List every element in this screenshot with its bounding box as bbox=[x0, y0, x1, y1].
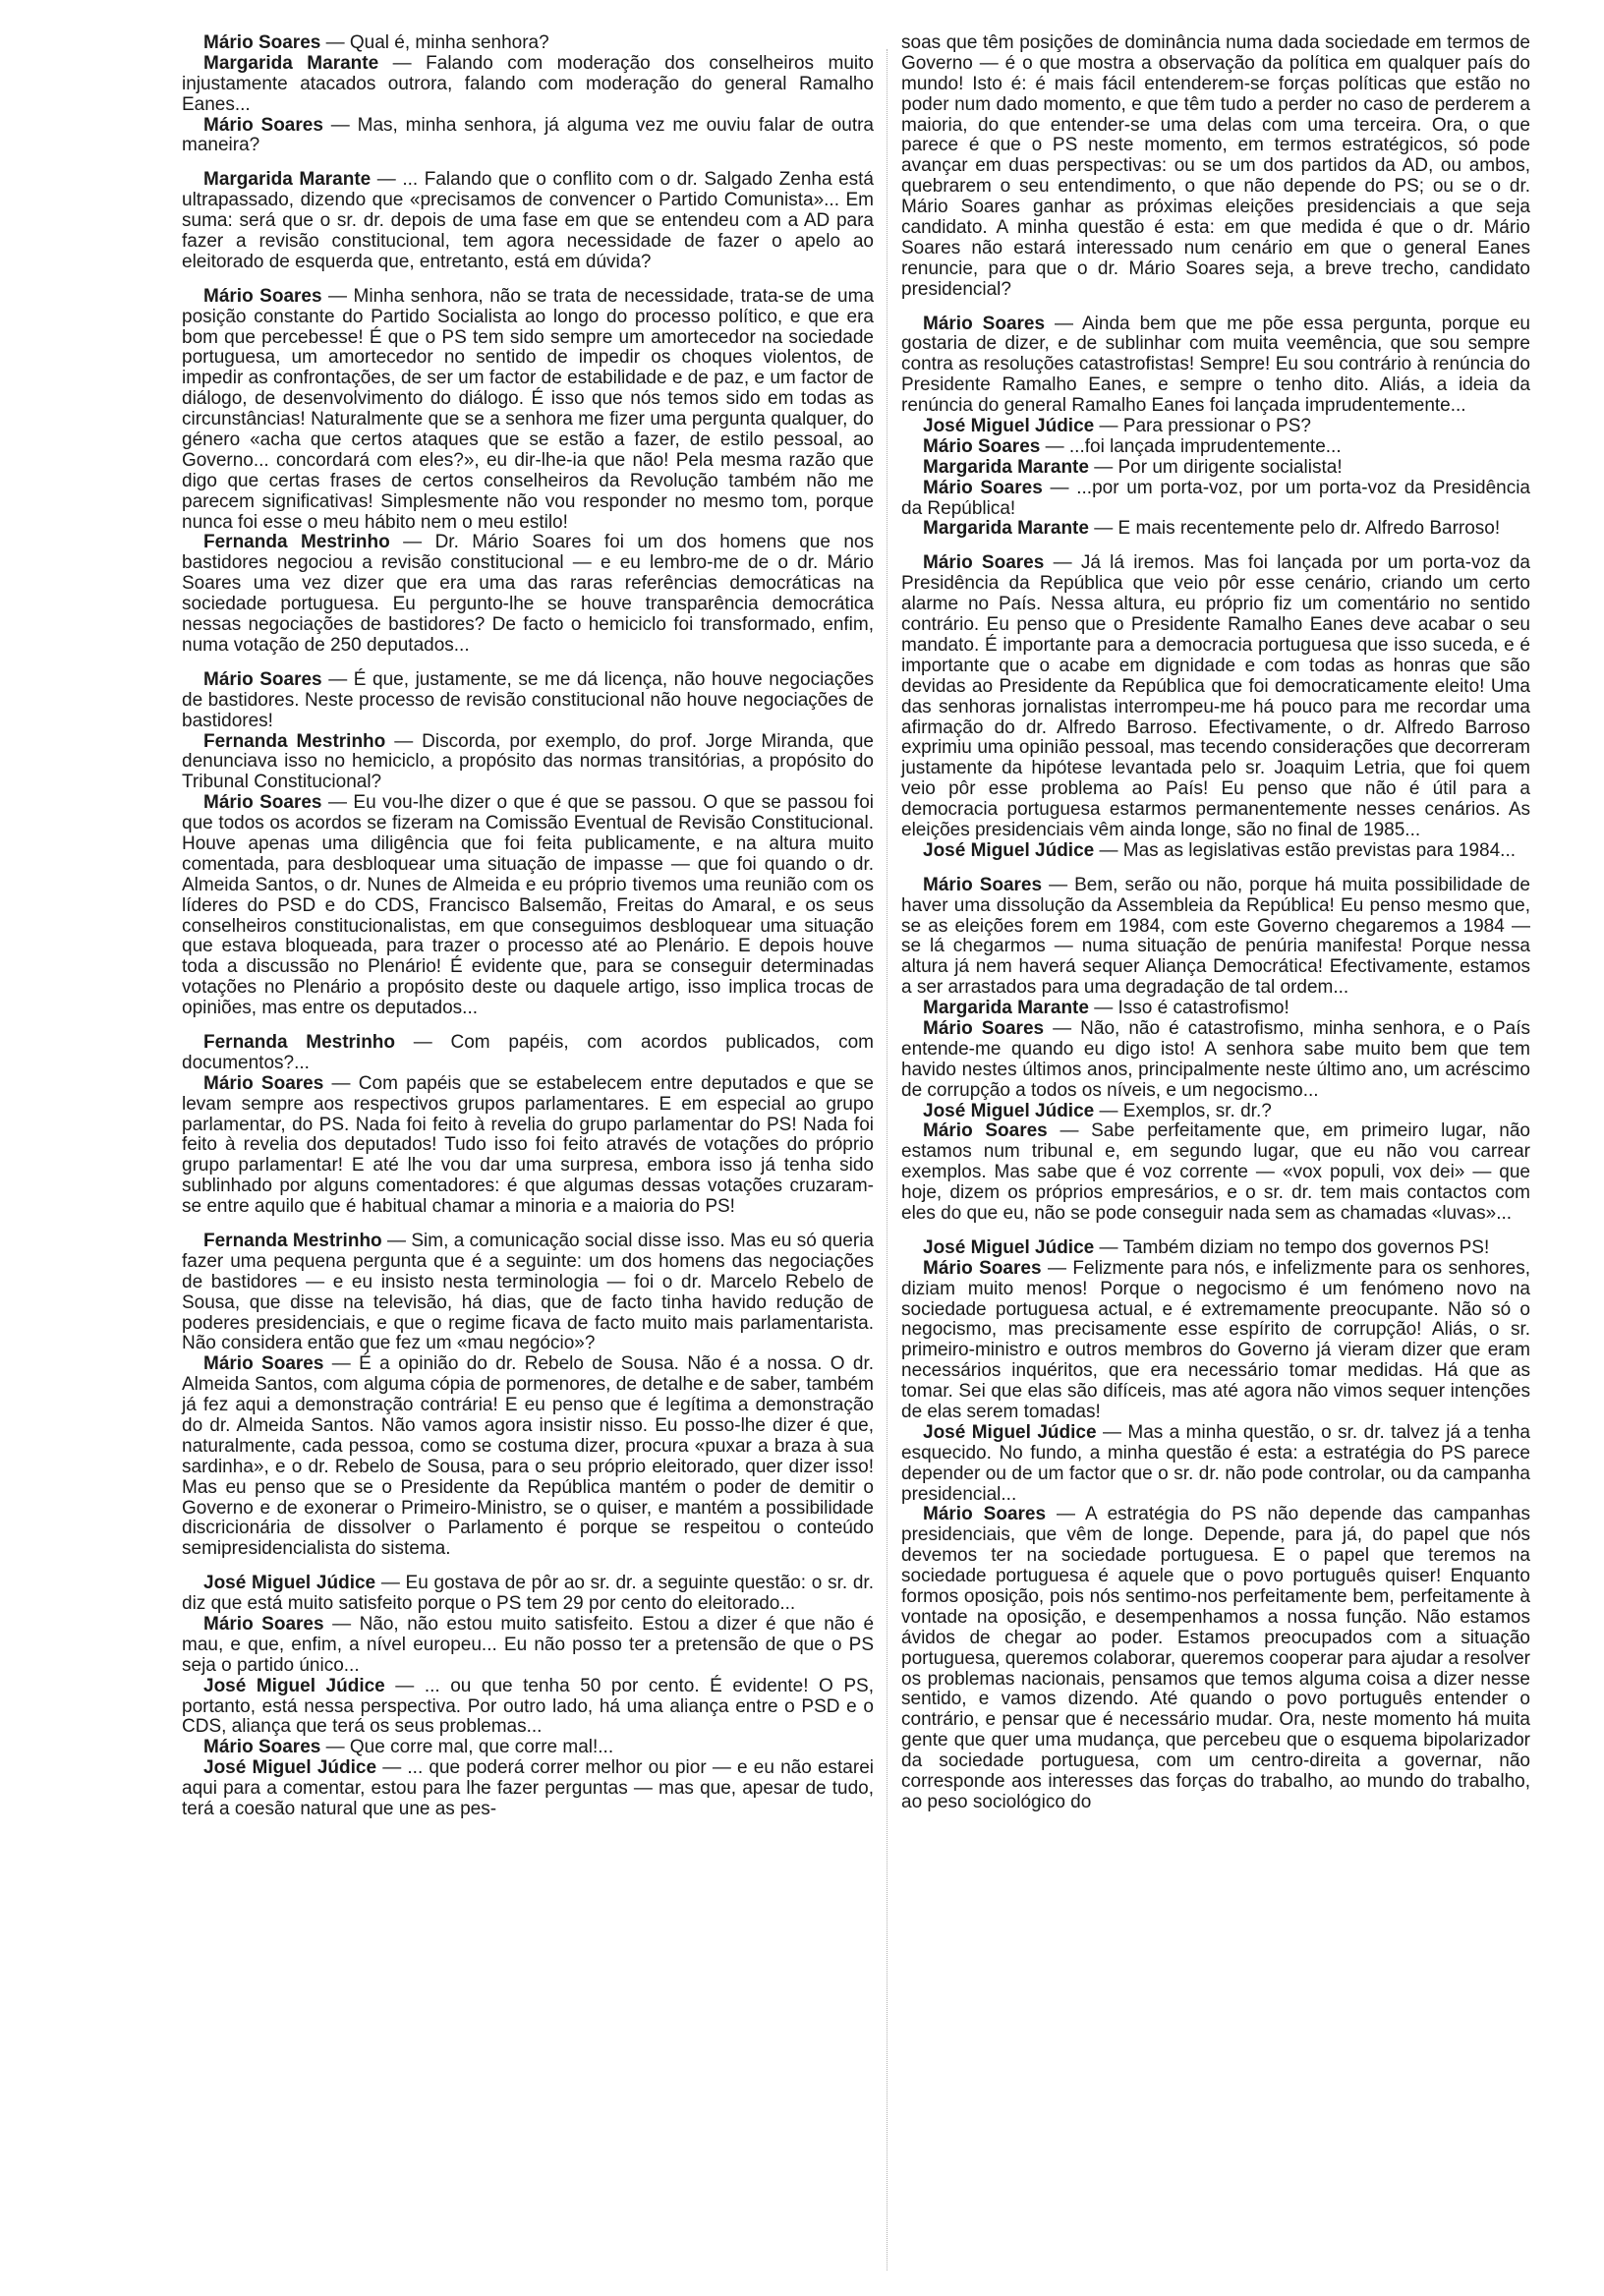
interview-paragraph bbox=[901, 315, 1530, 417]
speech-text: — É a opinião do dr. Rebelo de Sousa. Não é a nossa. O dr. Almeida Santos, com alguma cópia de pormenores, de detalhe e de saber, também já fez aqui a demonstração contrária! E eu penso que é legítima a demonstração do dr. Almeida Santos. Não vamos agora insistir nisso. Eu posso-lhe dizer é que, naturalmente, cada pessoa, como se costuma dizer, procura «puxar a braza à sua sardinha», e o dr. Rebelo de Sousa, para o seu próprio eleitorado, quer dizer isso! Mas eu penso que se o Presidente da República mantém o poder de demitir o Governo e de exonerar o Primeiro-Ministro, se o quiser, e mantém a possibilidade discricionária de dissolver o Parlamento é porque se respeitou o conteúdo semipresidencialista do sistema. bbox=[182, 1353, 875, 1560]
speech-text: — A estratégia do PS não depende das campanhas presidenciais, que vêm de longe. Depende, para já, do papel que nós devemos ter na sociedade portuguesa. E o papel que teremos na sociedade portuguesa é aquele que o povo português quiser! Enquanto formos oposição, pois nós sentimo-nos perfeitamente bem, perfeitamente à vontade na oposição, e desempenhamos a nossa função. Não estamos ávidos de chegar ao poder. Estamos preocupados com a situação portuguesa, queremos colaborar, queremos cooperar para ajudar a resolver os problemas nacionais, pensamos que temos alguma coisa a dizer nesse sentido, e vamos dizendo. Até quando o povo português entender o contrário, e pensar que é necessário mudar. Ora, neste momento há muita gente que quer uma mudança, que percebeu que o esquema bipolarizador da sociedade portuguesa, com um centro-direita a governar, não corresponde aos interesses das forças do trabalho, ao mundo do trabalho, ao peso sociológico do bbox=[901, 1504, 1530, 1812]
speaker-name: Margarida Marante bbox=[923, 518, 1089, 540]
interview-paragraph bbox=[182, 1677, 874, 1739]
speaker-name: Mário Soares bbox=[203, 668, 322, 690]
right-column bbox=[901, 33, 1530, 1813]
speaker-name: José Miguel Júdice bbox=[923, 839, 1095, 861]
speaker-name: Mário Soares bbox=[923, 477, 1043, 498]
interview-paragraph bbox=[182, 670, 874, 732]
speaker-name: Mário Soares bbox=[923, 874, 1043, 895]
speech-text: — Já lá iremos. Mas foi lançada por um porta-voz da Presidência da República que veio pôr esse cenário, criando um certo alarme no País. Nessa altura, eu próprio fiz um comentário no sentido contrário. Eu penso que o Presidente Ramalho Eanes deve acabar o seu mandato. É importante para a democracia portuguesa que isso suceda, e é importante que o acabe em dignidade e com todas as honras que são devidas ao Presidente da República que foi democraticamente eleito! Uma das senhoras jornalistas interrompeu-me há pouco para me recordar uma afirmação do dr. Alfredo Barroso. Efectivamente, o dr. Alfredo Barroso exprimiu uma opinião pessoal, mas tecendo considerações que decorreram justamente da hipótese levantada pelo sr. Joaquim Letria, que foi quem veio pôr esse problema ao País! Eu penso que não é útil para a democracia portuguesa estarmos permanentemente nesses cenários. As eleições presidenciais vêm ainda longe, são no final de 1985... bbox=[901, 552, 1530, 840]
speaker-name: José Miguel Júdice bbox=[923, 416, 1095, 437]
speech-text: — Com papéis que se estabelecem entre deputados e que se levam sempre aos respectivos grupos parlamentares. E em especial ao grupo parlamentar, do PS. Nada foi feito à revelia do grupo parlamentar do PS! Nada foi feito à revelia dos deputados! Tudo isso foi feito através de votações do próprio grupo parlamentar! E até lhe vou dar uma surpresa, embora isso já tenha sido sublinhado por alguns comentadores: é que algumas dessas votações cruzaram-se entre aquilo que é habitual chamar a minoria e a maioria do PS! bbox=[182, 1072, 874, 1218]
speaker-name: Mário Soares bbox=[923, 552, 1045, 574]
speaker-name: Mário Soares bbox=[203, 792, 322, 814]
interview-paragraph bbox=[901, 519, 1530, 540]
left-column bbox=[182, 33, 874, 1820]
interview-paragraph bbox=[901, 1259, 1530, 1423]
speaker-name: Margarida Marante bbox=[203, 52, 379, 74]
interview-paragraph bbox=[901, 437, 1530, 458]
speaker-name: Fernanda Mestrinho bbox=[203, 730, 386, 752]
interview-paragraph bbox=[901, 458, 1530, 479]
speech-text: — Para pressionar o PS? bbox=[1094, 416, 1311, 437]
speech-text: — Eu gostava de pôr ao sr. dr. a seguinte questão: o sr. dr. diz que está muito satisfeito porque o PS tem 29 por cento do eleitorado... bbox=[182, 1573, 874, 1615]
speech-text: — Não, não estou muito satisfeito. Estou a dizer é que não é mau, e que, enfim, a nível europeu... Eu não posso ter a pretensão de que o PS seja o partido único... bbox=[182, 1614, 875, 1676]
speech-text: — Não, não é catastrofismo, minha senhora, e o País entende-me quando eu digo isto! A senhora sabe muito bem que tem havido nestes últimos anos, principalmente neste último ano, um acréscimo de corrupção a todos os níveis, e um negocismo... bbox=[901, 1017, 1530, 1101]
speech-text: — É que, justamente, se me dá licença, não houve negociações de bastidores. Neste processo de revisão constitucional não houve negociações de bastidores! bbox=[182, 668, 874, 731]
speech-text: — ...foi lançada imprudentemente... bbox=[1040, 435, 1342, 457]
interview-paragraph bbox=[182, 287, 874, 534]
interview-paragraph bbox=[901, 1102, 1530, 1122]
speaker-name: Margarida Marante bbox=[923, 998, 1089, 1019]
column-divider bbox=[887, 49, 888, 2270]
interview-paragraph bbox=[182, 1758, 874, 1820]
speaker-name: Mário Soares bbox=[203, 1737, 321, 1758]
speech-text: — Mas as legislativas estão previstas para 1984... bbox=[1094, 839, 1516, 861]
speaker-name: Margarida Marante bbox=[923, 456, 1089, 478]
interview-paragraph bbox=[182, 54, 874, 116]
speech-text: — ... que poderá correr melhor ou pior — e eu não estarei aqui para a comentar, estou para lhe fazer perguntas — mas que, apesar de tudo, terá a coesão natural que une as pes- bbox=[182, 1757, 874, 1820]
speech-text: — ...por um porta-voz, por um porta-voz da Presidência da República! bbox=[901, 477, 1530, 519]
speaker-name: Fernanda Mestrinho bbox=[203, 532, 390, 553]
interview-paragraph bbox=[182, 116, 874, 157]
speech-text: — Sabe perfeitamente que, em primeiro lugar, não estamos num tribunal e, em segundo lugar, que eu não vou carrear exemplos. Mas sabe que é voz corrente — «vox populi, vox dei» — que hoje, dizem os próprios empresários, e o sr. dr. tem mais contactos com eles do que eu, não se pode conseguir nada sem as chamadas «luvas»... bbox=[901, 1120, 1531, 1224]
interview-paragraph bbox=[182, 1033, 874, 1074]
interview-paragraph bbox=[901, 1121, 1530, 1224]
speaker-name: Mário Soares bbox=[203, 32, 321, 53]
speaker-name: Fernanda Mestrinho bbox=[203, 1230, 382, 1251]
interview-paragraph bbox=[182, 1738, 874, 1758]
speaker-name: Mário Soares bbox=[923, 1120, 1048, 1142]
interview-paragraph bbox=[182, 793, 874, 1019]
speaker-name: José Miguel Júdice bbox=[923, 1236, 1095, 1258]
interview-paragraph bbox=[182, 533, 874, 656]
speaker-name: Mário Soares bbox=[923, 1257, 1042, 1279]
interview-paragraph bbox=[901, 1423, 1530, 1506]
interview-paragraph bbox=[901, 553, 1530, 840]
speech-text: — ... Falando que o conflito com o dr. Salgado Zenha está ultrapassado, dizendo que «precisamos de convencer o Partido Comunista»... Em suma: será que o sr. dr. depois de uma fase em que se entendeu com a AD para fazer a revisão constitucional, tem agora necessidade de fazer o apelo ao eleitorado de esquerda que, entretanto, está em dúvida? bbox=[182, 169, 874, 272]
interview-paragraph bbox=[901, 999, 1530, 1019]
speaker-name: Mário Soares bbox=[923, 1017, 1045, 1039]
speech-text: — Que corre mal, que corre mal!... bbox=[320, 1737, 614, 1758]
speaker-name: José Miguel Júdice bbox=[923, 1421, 1097, 1443]
speech-text: — E mais recentemente pelo dr. Alfredo Barroso! bbox=[1088, 518, 1501, 540]
interview-paragraph bbox=[182, 33, 874, 54]
interview-paragraph bbox=[182, 732, 874, 794]
interview-paragraph bbox=[901, 1019, 1530, 1102]
speech-text: — Mas, minha senhora, já alguma vez me ouviu falar de outra maneira? bbox=[182, 114, 874, 156]
speech-text: — ... ou que tenha 50 por cento. É evidente! O PS, portanto, está nessa perspectiva. Por outro lado, há uma aliança entre o PSD e o CDS, aliança que terá os seus problemas... bbox=[182, 1675, 874, 1738]
interview-paragraph bbox=[182, 1354, 874, 1560]
interview-paragraph bbox=[901, 33, 1530, 301]
speaker-name: Mário Soares bbox=[203, 1614, 324, 1636]
speaker-name: José Miguel Júdice bbox=[203, 1757, 377, 1779]
interview-paragraph bbox=[901, 417, 1530, 437]
speech-text: — Discorda, por exemplo, do prof. Jorge Miranda, que denunciava isso no hemiciclo, a propósito das normas transitórias, a propósito do Tribunal Constitucional? bbox=[182, 730, 874, 793]
interview-paragraph bbox=[182, 1232, 874, 1354]
speaker-name: Mário Soares bbox=[203, 285, 322, 307]
interview-paragraph bbox=[901, 841, 1530, 862]
interview-paragraph bbox=[182, 1074, 874, 1218]
speech-text: — Exemplos, sr. dr.? bbox=[1094, 1100, 1272, 1121]
interview-paragraph bbox=[901, 479, 1530, 520]
speech-text: — Felizmente para nós, e infelizmente para os senhores, diziam muito menos! Porque o negocismo é um fenómeno novo na sociedade portuguesa actual, e é extremamente preocupante. Não só o negocismo, mas precisamente esse espírito de corrupção! Aliás, o sr. primeiro-ministro e outros membros do Governo já vieram dizer que eram necessários inquéritos, que era necessário tomar medidas. Há que as tomar. Sei que elas são difíceis, mas até agora não vimos sequer intenções de elas serem tomadas! bbox=[901, 1257, 1531, 1422]
speech-text: — Falando com moderação dos conselheiros muito injustamente atacados outrora, falando com moderação do general Ramalho Eanes... bbox=[182, 52, 874, 115]
interview-paragraph bbox=[182, 1574, 874, 1615]
speaker-name: Mário Soares bbox=[923, 313, 1046, 334]
interview-paragraph bbox=[182, 1615, 874, 1677]
speaker-name: Mário Soares bbox=[203, 114, 323, 136]
speech-text: — Mas a minha questão, o sr. dr. talvez já a tenha esquecido. No fundo, a minha questão é esta: a estratégia do PS parece depender ou de um factor que o sr. dr. não pode controlar, ou da campanha presidencial... bbox=[901, 1421, 1530, 1505]
speech-text: — Por um dirigente socialista! bbox=[1088, 456, 1343, 478]
speaker-name: Fernanda Mestrinho bbox=[203, 1031, 396, 1053]
interview-paragraph bbox=[901, 1505, 1530, 1812]
speaker-name: Margarida Marante bbox=[203, 169, 372, 191]
speech-text: — Bem, serão ou não, porque há muita possibilidade de haver uma dissolução da Assembleia da República! Eu penso mesmo que, se as eleições forem em 1984, com este Governo chegaremos a 1984 — se lá chegarmos — numa situação de penúria manifesta! Porque nessa altura já nem haverá sequer Aliança Democrática! Efectivamente, estamos a ser arrastados para uma degradação de tal ordem... bbox=[901, 874, 1530, 999]
speech-text: — Com papéis, com acordos publicados, com documentos?... bbox=[182, 1031, 875, 1073]
speech-text: — Eu vou-lhe dizer o que é que se passou. O que se passou foi que todos os acordos se fizeram na Comissão Eventual de Revisão Constitucional. Houve apenas uma diligência que foi feita publicamente, e na altura muito comentada, para desbloquear uma situação de impasse — que foi quando o dr. Almeida Santos, o dr. Nunes de Almeida e eu próprio tivemos uma reunião com os líderes do PSD e do CDS, Francisco Balsemão, Freitas do Amaral, e os seus conselheiros constitucionalistas, em que conseguimos desbloquear uma situação que estava bloqueada, para trazer o processo até ao Plenário. E depois houve toda a discussão no Plenário! É evidente que, para se conseguir determinadas votações no Plenário a propósito deste ou daquele artigo, isso implica trocas de opiniões, mas entre os deputados... bbox=[182, 792, 874, 1019]
speaker-name: Mário Soares bbox=[923, 435, 1041, 457]
speaker-name: Mário Soares bbox=[203, 1072, 324, 1094]
speaker-name: José Miguel Júdice bbox=[203, 1675, 385, 1696]
speaker-name: José Miguel Júdice bbox=[923, 1100, 1095, 1121]
speech-text: — Minha senhora, não se trata de necessidade, trata-se de uma posição constante do Partido Socialista ao longo do processo político, e que era bom que percebesse! É que o PS tem sido sempre um amortecedor na sociedade portuguesa, um amortecedor no sentido de impedir os choques violentos, de impedir as confrontações, de ser um factor de estabilidade e de paz, e um factor de diálogo, de desenvolvimento do diálogo. É isso que nós temos sido em todas as circunstâncias! Naturalmente que se a senhora me fizer uma pergunta qualquer, do género «acha que certos ataques que se estão a fazer, de estilo pessoal, ao Governo... concordará com eles?», eu dir-lhe-ia que não! Pela mesma razão que digo que certas frases de certos conselheiros da Revolução também não me parecem significativas! Simplesmente não vou responder no mesmo tom, porque nunca foi esse o meu hábito nem o meu estilo! bbox=[182, 285, 875, 533]
speech-text: — Também diziam no tempo dos governos PS! bbox=[1094, 1236, 1490, 1258]
speech-text: — Dr. Mário Soares foi um dos homens que nos bastidores negociou a revisão constitucional — e eu lembro-me de o dr. Mário Soares uma vez dizer que era uma das raras referências democráticas na sociedade portuguesa. Eu pergunto-lhe se houve transparência democrática nessas negociações de bastidores? De facto o hemiciclo foi transformado, enfim, numa votação de 250 deputados... bbox=[182, 532, 874, 656]
speaker-name: Mário Soares bbox=[923, 1504, 1047, 1525]
speech-text: — Sim, a comunicação social disse isso. Mas eu só queria fazer uma pequena pergunta que é a seguinte: um dos homens das negociações de bastidores — e eu insisto nesta terminologia — foi o dr. Marcelo Rebelo de Sousa, que disse na televisão, há dias, que de facto tinha havido redução de poderes presidenciais, e que o regime ficava de facto muito mais parlamentarista. Não considera então que fez um «mau negócio»? bbox=[182, 1230, 874, 1354]
speech-text: soas que têm posições de dominância numa dada sociedade em termos de Governo — é o que mostra a observação da política em qualquer país do mundo! Isto é: é mais fácil entenderem-se forças políticas que estão no poder num dado momento, e que têm tudo a perder no caso de perderem a maioria, do que entender-se uma delas com uma terceira. Ora, o que parece é que o PS neste momento, em termos estratégicos, só pode avançar em duas perspectivas: ou se um dos partidos da AD, ou ambos, quebrarem o seu entendimento, o que não depende do PS; ou se o dr. Mário Soares ganhar as próximas eleições presidenciais a que seja candidato. A minha questão é esta: em que medida é que o dr. Mário Soares não estará interessado num cenário em que o general Eanes renuncie, para que o dr. Mário Soares seja, a breve trecho, candidato presidencial? bbox=[901, 32, 1530, 300]
speaker-name: José Miguel Júdice bbox=[203, 1573, 376, 1594]
interview-paragraph bbox=[901, 1238, 1530, 1259]
speaker-name: Mário Soares bbox=[203, 1353, 324, 1375]
speech-text: — Qual é, minha senhora? bbox=[320, 32, 549, 53]
interview-paragraph bbox=[182, 170, 874, 272]
speech-text: — Isso é catastrofismo! bbox=[1088, 998, 1289, 1019]
interview-paragraph bbox=[901, 876, 1530, 999]
speech-text: — Ainda bem que me põe essa pergunta, porque eu gostaria de dizer, e de sublinhar com muita veemência, que sou sempre contra as resoluções catastrofistas! Sempre! Eu sou contrário à renúncia do Presidente Ramalho Eanes, e sempre o tenho dito. Aliás, a ideia da renúncia do general Ramalho Eanes foi lançada imprudentemente... bbox=[901, 313, 1530, 417]
